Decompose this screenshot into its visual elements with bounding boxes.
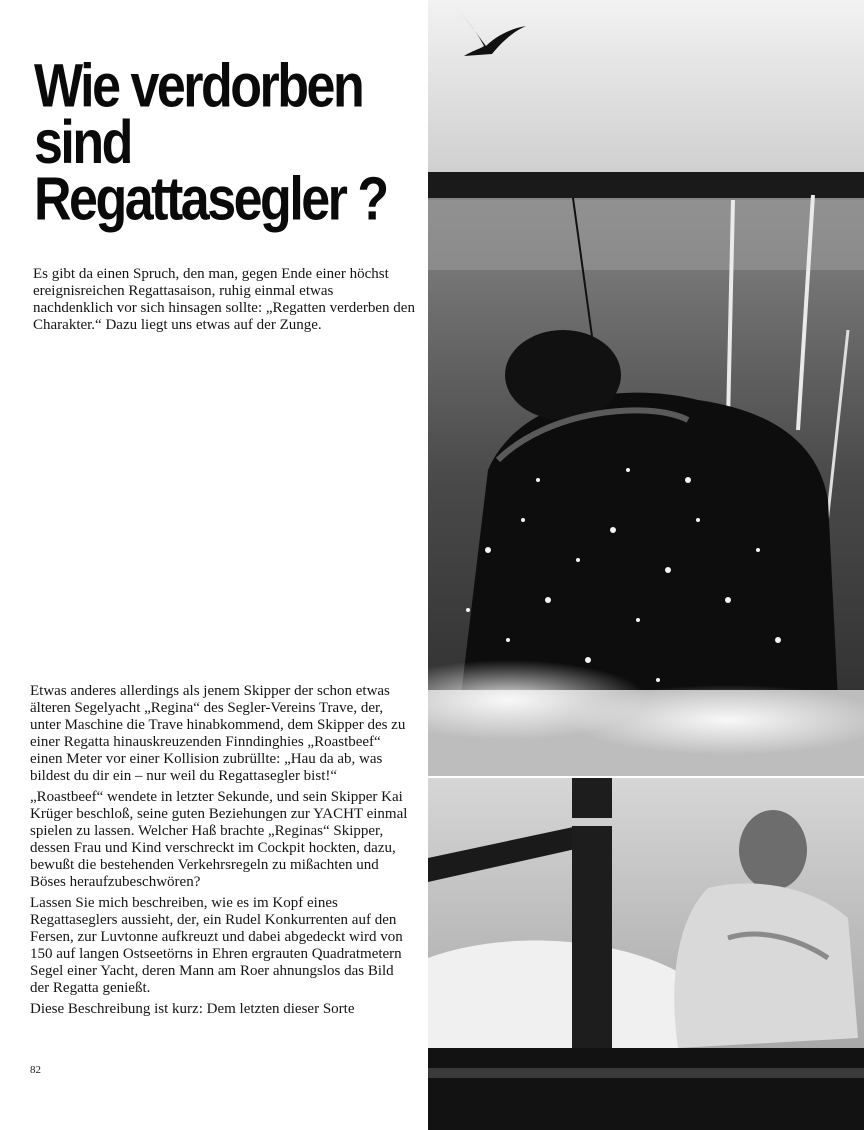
body-text <box>30 683 415 1022</box>
title-line-2: sind Regattasegler ? <box>34 108 387 234</box>
photo-sailor-in-spray <box>428 0 864 776</box>
page-number: 82 <box>30 1064 41 1076</box>
body-paragraph-3: Lassen Sie mich beschreiben, wie es im Kopf eines Regattaseglers aussieht, der, ein Rudel Konkurrenten auf den Fersen, zur Luvtonne aufkreuzt und dabei abgedeckt wird von 150 auf langen Ostseetörns in Ehren ergrauten Quadratmetern Segel einer Yacht, deren Mann am Roer ahnungslos das Bild der Regatta genießt. <box>30 895 403 996</box>
title-line-1: Wie verdorben <box>34 52 363 121</box>
body-paragraph-2: „Roastbeef“ wendete in letzter Sekunde, und sein Skipper Kai Krüger beschloß, seine guten Beziehungen zur YACHT einmal spielen zu lassen. Welcher Haß brachte „Reginas“ Skipper, dessen Frau und Kind verschreckt im Cockpit hockten, dazu, bewußt die bestehenden Verkehrsregeln zu mißachten und Böses heraufzubeschwören? <box>30 789 408 890</box>
page-title <box>34 52 424 234</box>
body-paragraph-4: Diese Beschreibung ist kurz: Dem letzten dieser Sorte <box>30 1001 355 1017</box>
body-paragraph-1: Etwas anderes allerdings als jenem Skipper der schon etwas älteren Segelyacht „Regina“ des Segler-Vereins Trave, der, unter Maschine die Trave hinabkommend, dem Skipper des zu einer Regatta hinauskreuzenden Finndinghies „Roastbeef“ einen Meter vor einer Kollision zubrüllte: „Hau da ab, was bildest du dir ein – nur weil du Regattasegler bist!“ <box>30 683 406 784</box>
photo-helmsman-at-mast <box>428 778 864 1130</box>
intro-paragraph: Es gibt da einen Spruch, den man, gegen Ende einer höchst ereignisreichen Regattasaison, ruhig einmal etwas nachdenklich vor sich hinsagen sollte: „Regatten verderben den Charakter.“ Dazu liegt uns etwas auf der Zunge. <box>33 266 415 333</box>
